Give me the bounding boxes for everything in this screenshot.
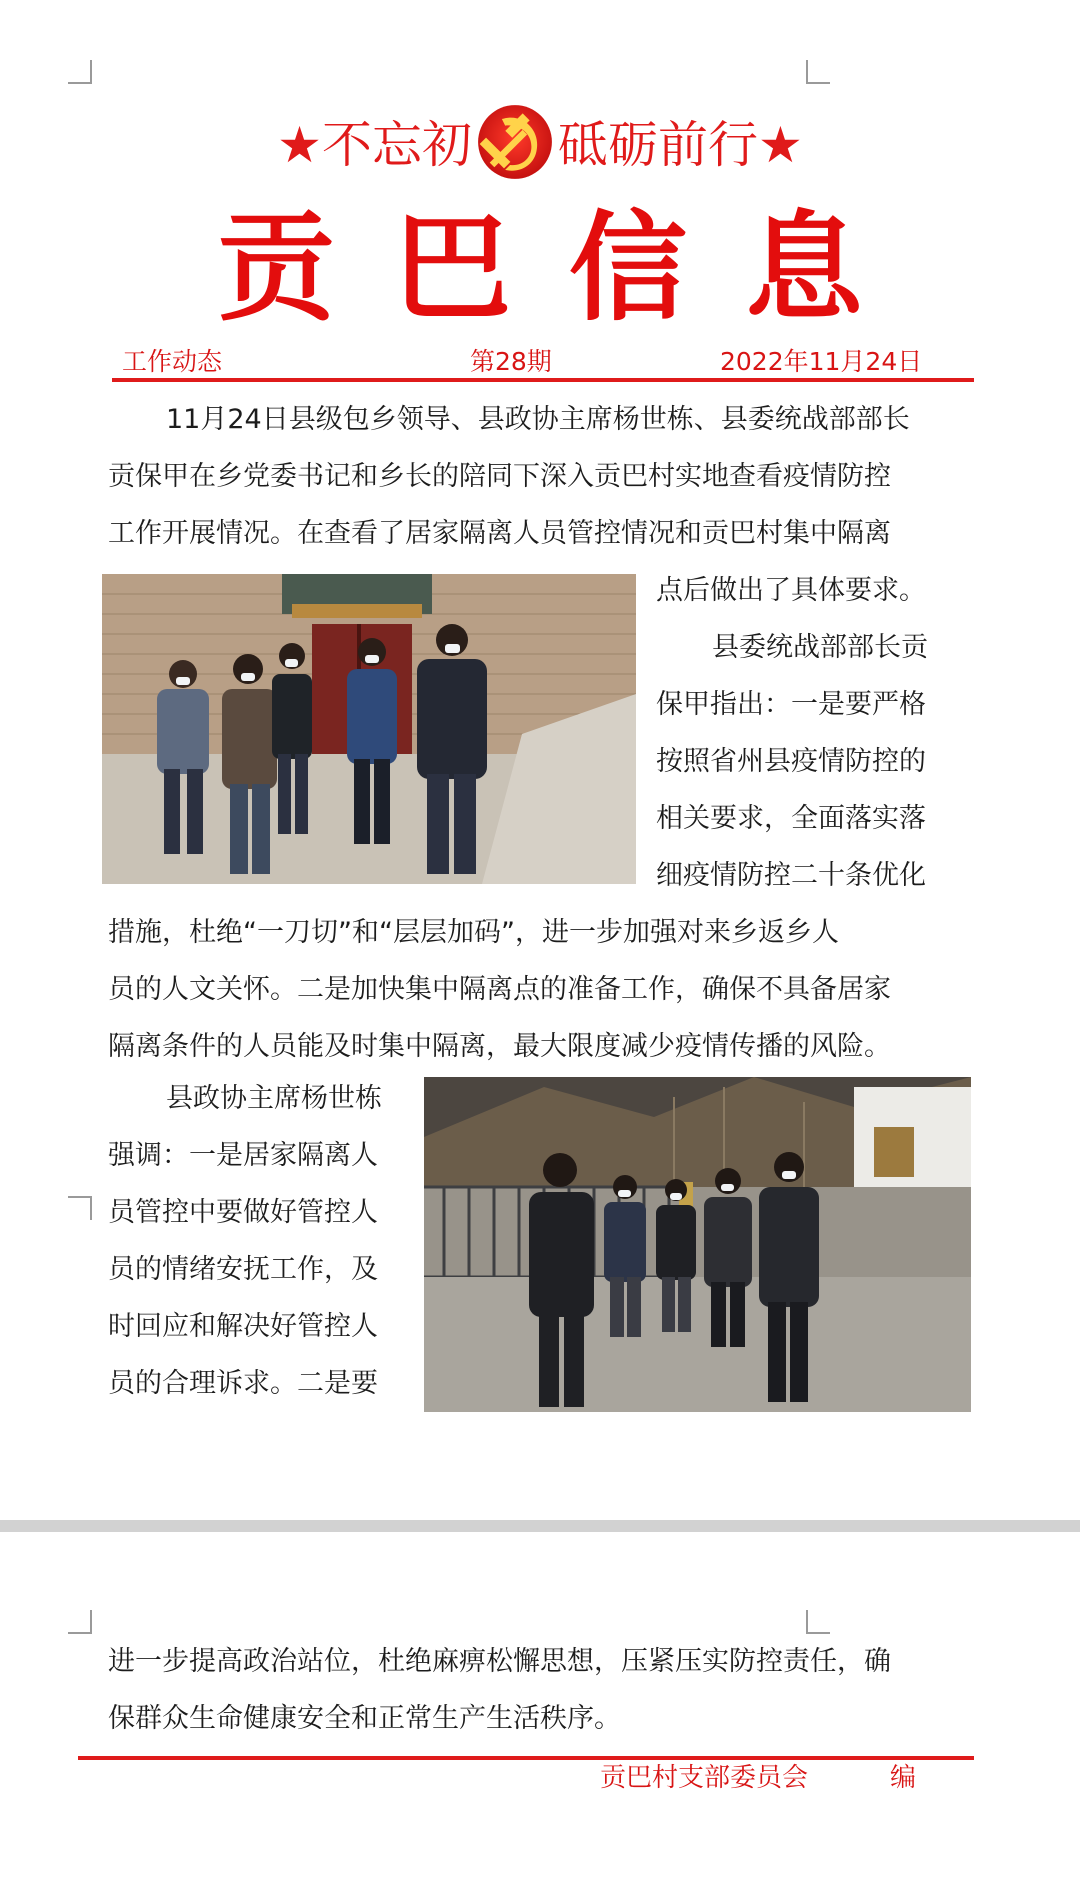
article-line: 按照省州县疫情防控的	[656, 746, 926, 777]
issue-date: 2022年11月24日	[720, 347, 923, 376]
inspection-photo-1	[102, 574, 636, 884]
slogan-right-text: 砥砺前行	[558, 116, 758, 174]
article-line: 贡保甲在乡党委书记和乡长的陪同下深入贡巴村实地查看疫情防控	[108, 461, 891, 492]
slogan-left-text: 不忘初	[322, 116, 472, 174]
issue-number: 第28期	[470, 347, 552, 376]
page-corner-mark	[68, 1610, 92, 1634]
star-right-icon: ★	[758, 116, 803, 174]
article-line: 隔离条件的人员能及时集中隔离，最大限度减少疫情传播的风险。	[108, 1031, 891, 1062]
footer-divider	[78, 1756, 974, 1760]
article-line: 进一步提高政治站位，杜绝麻痹松懈思想，压紧压实防控责任，确	[108, 1646, 891, 1677]
slogan	[0, 110, 1080, 183]
header-divider	[112, 378, 974, 382]
page-corner-mark	[68, 1196, 92, 1220]
article-line: 保群众生命健康安全和正常生产生活秩序。	[108, 1703, 621, 1734]
article-line: 相关要求，全面落实落	[656, 803, 926, 834]
issue-info-bar	[108, 344, 978, 380]
page-separator	[0, 1520, 1080, 1532]
category-label: 工作动态	[122, 347, 223, 376]
page-corner-mark	[806, 1610, 830, 1634]
document-page-2	[0, 1532, 1080, 1891]
article-line: 措施，杜绝“一刀切”和“层层加码”，进一步加强对来乡返乡人	[108, 917, 839, 948]
article-line: 员管控中要做好管控人	[108, 1197, 378, 1228]
article-line: 时回应和解决好管控人	[108, 1311, 378, 1342]
article-line: 点后做出了具体要求。	[656, 575, 926, 606]
edit-label: 编	[890, 1763, 917, 1793]
hammer-and-sickle-icon	[474, 101, 556, 183]
article-line: 员的情绪安抚工作，及	[108, 1254, 378, 1285]
star-left-icon: ★	[277, 116, 322, 174]
article-line: 细疫情防控二十条优化	[656, 860, 926, 891]
article-line: 员的人文关怀。二是加快集中隔离点的准备工作，确保不具备居家	[108, 974, 891, 1005]
masthead-title: 贡巴信息	[216, 198, 921, 337]
inspection-photo-2	[424, 1077, 971, 1412]
page-corner-mark	[806, 60, 830, 84]
article-line: 工作开展情况。在查看了居家隔离人员管控情况和贡巴村集中隔离	[108, 518, 891, 549]
editor-credit: 贡巴村支部委员会	[600, 1763, 809, 1793]
article-line: 强调：一是居家隔离人	[108, 1140, 378, 1171]
article-line: 保甲指出：一是要严格	[656, 689, 926, 720]
article-line: 11月24日县级包乡领导、县政协主席杨世栋、县委统战部部长	[166, 404, 910, 435]
article-line: 县政协主席杨世栋	[166, 1083, 382, 1114]
article-line: 员的合理诉求。二是要	[108, 1368, 378, 1399]
article-line: 县委统战部部长贡	[712, 632, 928, 663]
page-corner-mark	[68, 60, 92, 84]
